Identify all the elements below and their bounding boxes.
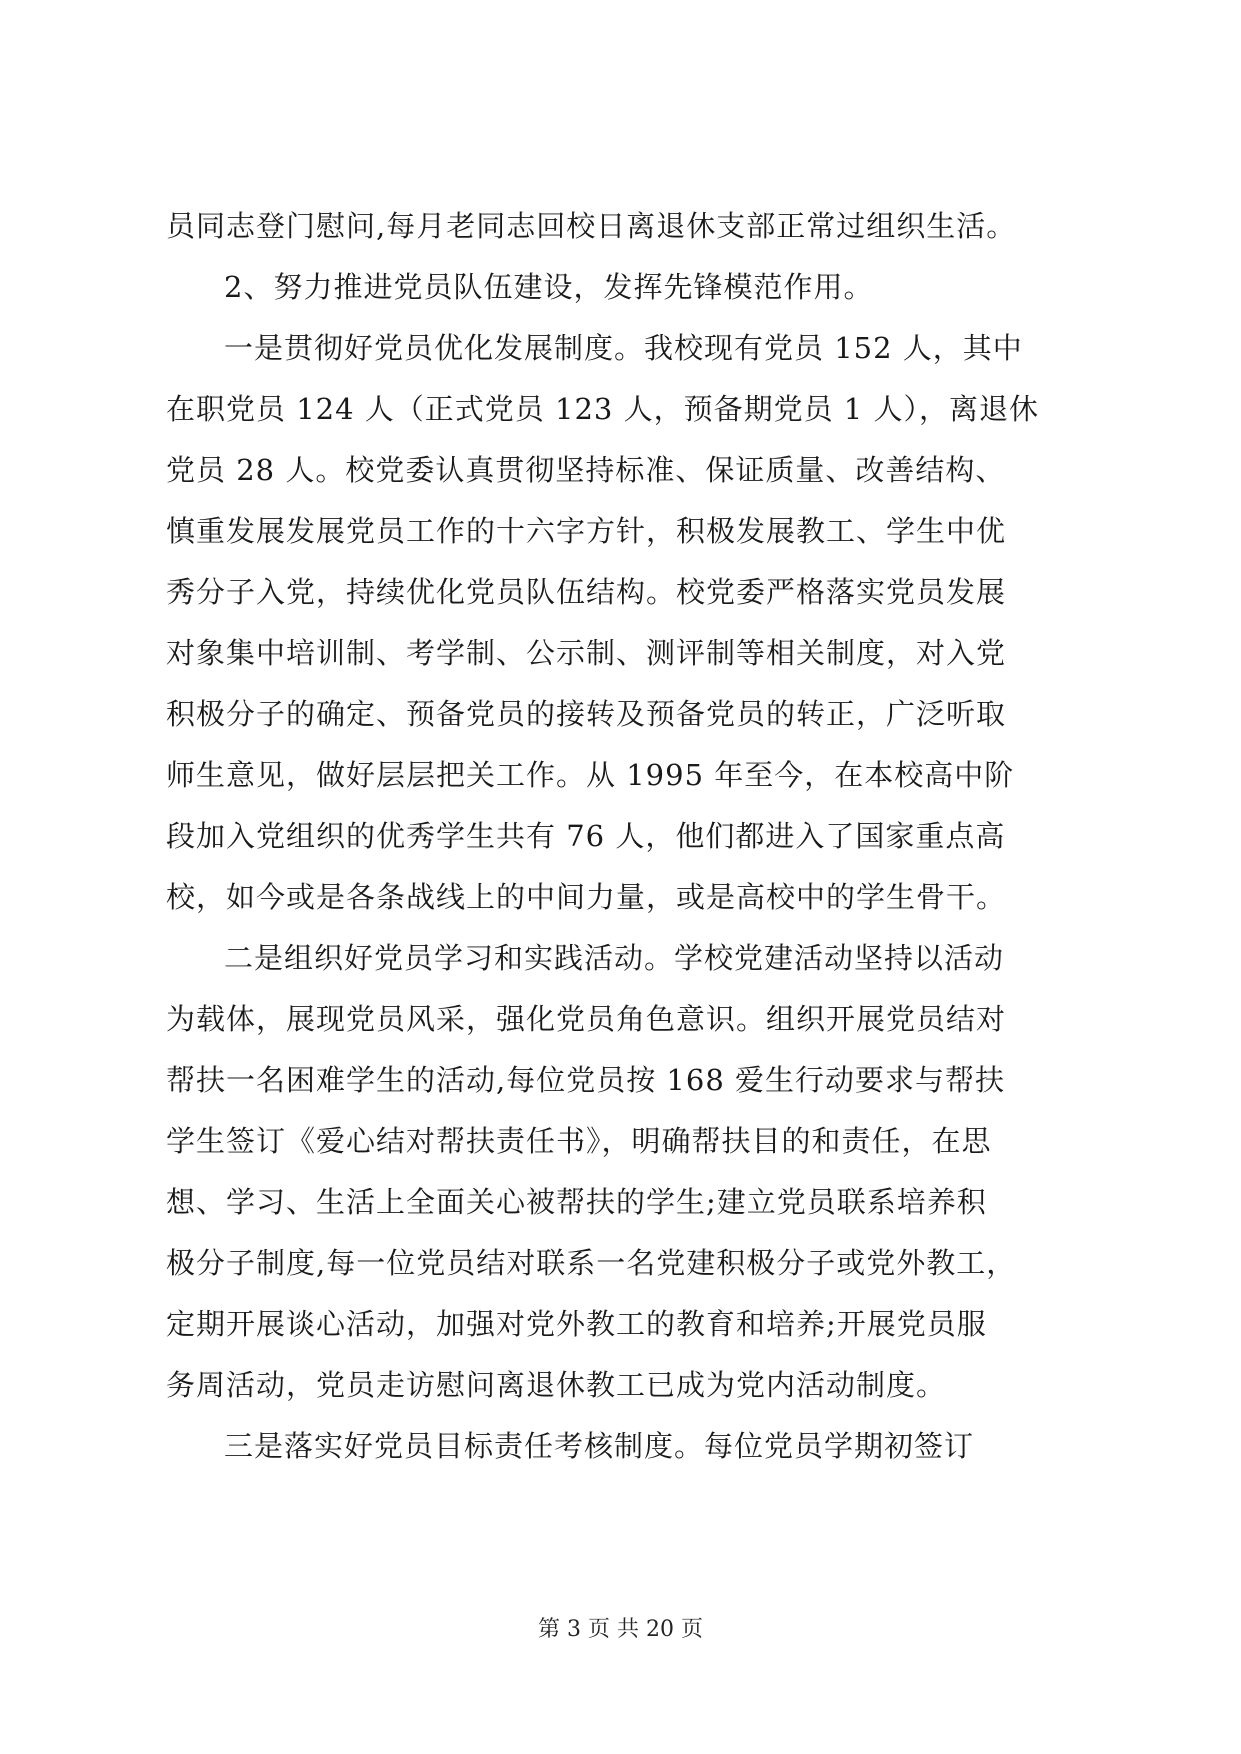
text-line: 段加入党组织的优秀学生共有 76 人，他们都进入了国家重点高 [166,819,1006,853]
text-line: 校，如今或是各条战线上的中间力量，或是高校中的学生骨干。 [166,880,1007,914]
text-line: 务周活动，党员走访慰问离退休教工已成为党内活动制度。 [166,1368,947,1402]
text-line: 二是组织好党员学习和实践活动。学校党建活动坚持以活动 [224,941,1005,975]
text-line: 秀分子入党，持续优化党员队伍结构。校党委严格落实党员发展 [166,575,1007,609]
page-footer [0,1612,1241,1643]
text-line: 学生签订《爱心结对帮扶责任书》，明确帮扶目的和责任，在思 [166,1124,992,1158]
text-line: 帮扶一名困难学生的活动,每位党员按 168 爱生行动要求与帮扶 [166,1063,1006,1097]
text-line: 三是落实好党员目标责任考核制度。每位党员学期初签订 [224,1429,975,1463]
text-line: 为载体，展现党员风采，强化党员角色意识。组织开展党员结对 [166,1002,1007,1036]
text-line: 极分子制度,每一位党员结对联系一名党建积极分子或党外教工， [166,1246,1017,1280]
text-line: 积极分子的确定、预备党员的接转及预备党员的转正，广泛听取 [166,697,1007,731]
text-line: 一是贯彻好党员优化发展制度。我校现有党员 152 人，其中 [224,331,1023,365]
text-line: 在职党员 124 人（正式党员 123 人，预备期党员 1 人），离退休 [166,392,1039,426]
text-line: 对象集中培训制、考学制、公示制、测评制等相关制度，对入党 [166,636,1007,670]
text-line: 想、学习、生活上全面关心被帮扶的学生;建立党员联系培养积 [166,1185,987,1219]
text-line: 定期开展谈心活动，加强对党外教工的教育和培养;开展党员服 [166,1307,987,1341]
text-line: 党员 28 人。校党委认真贯彻坚持标准、保证质量、改善结构、 [166,453,1006,487]
section-heading: 2、努力推进党员队伍建设，发挥先锋模范作用。 [224,270,874,304]
body-text [166,196,1086,1477]
page-number-label: 第 3 页 共 20 页 [538,1617,703,1642]
text-line: 员同志登门慰问,每月老同志回校日离退休支部正常过组织生活。 [166,209,1017,243]
text-line: 师生意见，做好层层把关工作。从 1995 年至今，在本校高中阶 [166,758,1015,792]
text-line: 慎重发展发展党员工作的十六字方针，积极发展教工、学生中优 [166,514,1007,548]
